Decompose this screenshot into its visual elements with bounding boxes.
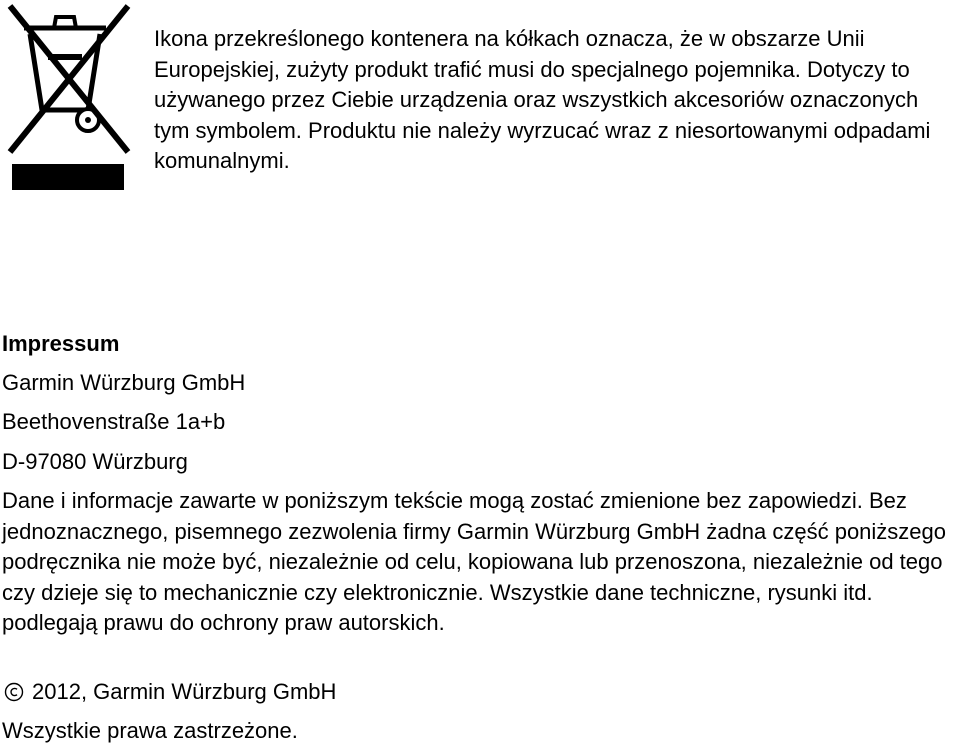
company-street: Beethovenstraße 1a+b: [2, 409, 226, 434]
impressum-heading: Impressum: [2, 331, 120, 356]
rights-reserved: Wszystkie prawa zastrzeżone.: [2, 718, 298, 743]
company-city: D-97080 Würzburg: [2, 449, 188, 474]
crossed-out-wheeled-bin-icon: [4, 2, 136, 194]
copyright-icon: [4, 682, 24, 702]
copyright-disclaimer: Dane i informacje zawarte w poniższym tekście mogą zostać zmienione bez zapowiedzi. Bez jednoznacznego, pisemnego zezwolenia firmy Garmin Würzburg GmbH żadna część poniższego podręcznika nie może być, niezależnie od celu, kopiowana lub przenoszona, niezależnie od tego czy dzieje się to mechanicznie czy elektronicznie. Wszystkie dane techniczne, rysunki itd. podlegają prawu do ochrony praw autorskich.: [2, 488, 947, 635]
copyright-text: 2012, Garmin Würzburg GmbH: [32, 679, 337, 704]
company-name: Garmin Würzburg GmbH: [2, 370, 246, 395]
copyright-line: [2, 677, 336, 707]
weee-disposal-notice: Ikona przekreślonego kontenera na kółkach oznacza, że w obszarze Unii Europejskiej, zużyty produkt trafić musi do specjalnego pojemnika. Dotyczy to używanego przez Ciebie urządzenia oraz wszystkich akcesoriów oznaczonych tym symbolem. Produktu nie należy wyrzucać wraz z niesortowanymi odpadami komunalnymi.: [154, 26, 931, 173]
